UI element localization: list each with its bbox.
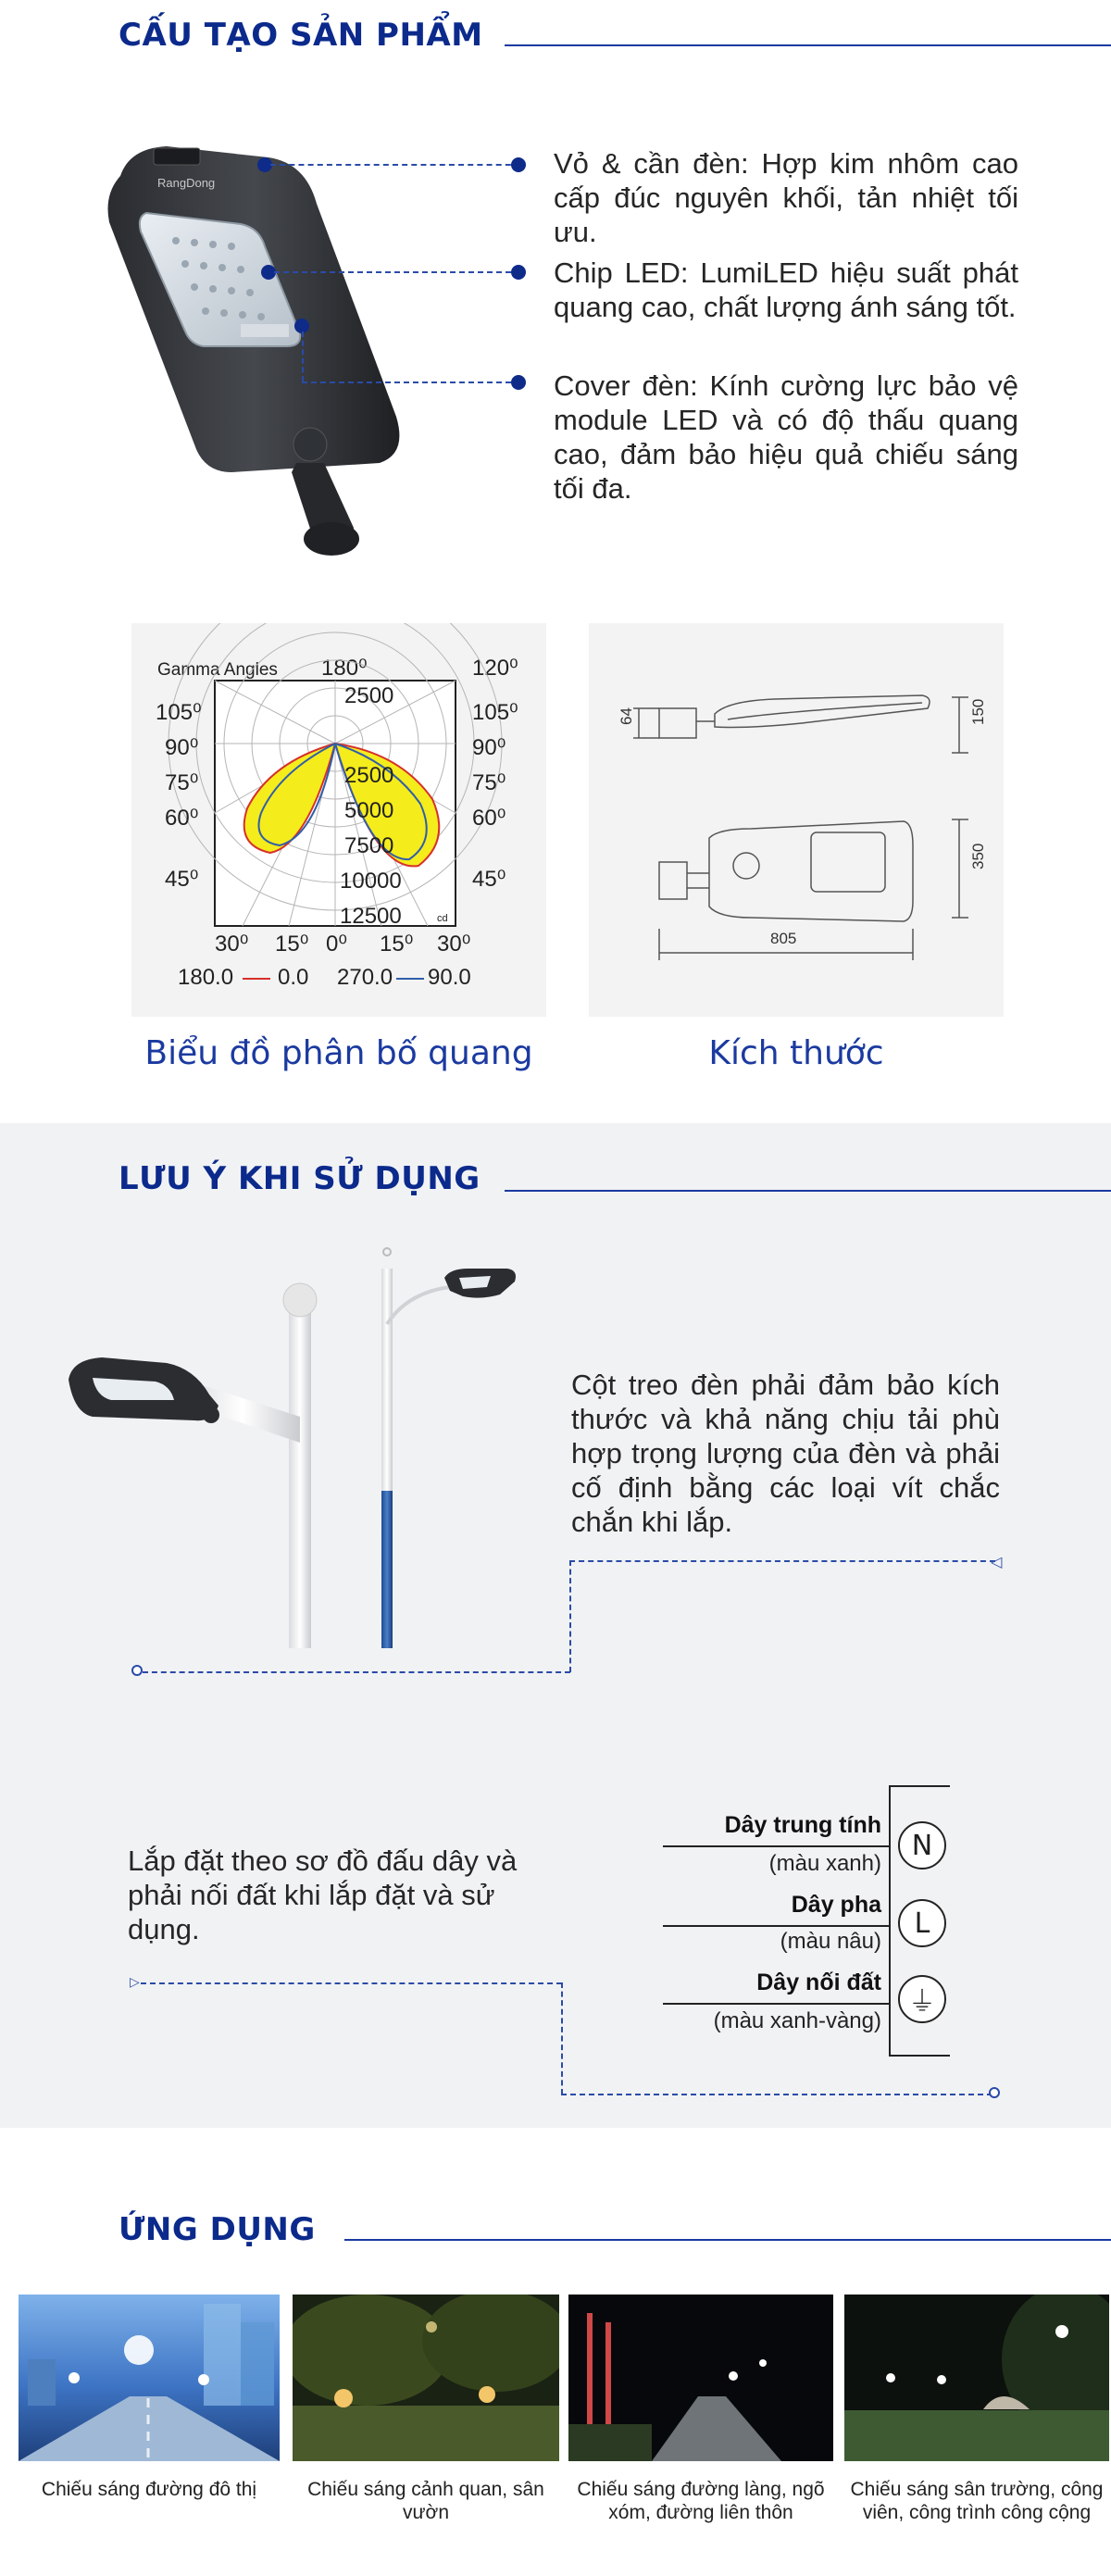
app-caption-village-road: Chiếu sáng đường làng, ngõ xóm, đường liên thôn [577, 2479, 825, 2523]
terminal-top-line [889, 1785, 950, 1787]
ground-symbol-icon: ⏚ [898, 1975, 946, 2023]
right-angle-90: 90⁰ [472, 735, 506, 760]
left-angle-45: 45⁰ [165, 867, 199, 892]
phase-symbol-icon: L [898, 1899, 946, 1947]
dim-150: 150 [969, 698, 987, 725]
polar-unit: cd [437, 913, 448, 924]
connector1-vertical [569, 1560, 571, 1672]
connector1-arrow-icon: ◁ [991, 1555, 1003, 1570]
bottom-angle-30-right: 30⁰ [437, 932, 471, 957]
legend-right-b: 90.0 [428, 965, 471, 990]
terminal-bar [889, 1785, 891, 2057]
callout-line-cover-v [302, 331, 304, 381]
ring-label-1: 2500 [344, 683, 394, 708]
applications-title: ỨNG DỤNG [119, 2211, 316, 2248]
legend-left-a: 180.0 [178, 965, 234, 990]
bottom-angle-0: 0⁰ [326, 932, 347, 957]
app-caption-school-park: Chiếu sáng sân trường, công viên, công trình công cộng [850, 2479, 1104, 2523]
wire-neutral-label: Dây trung tính [724, 1812, 881, 1838]
dimension-caption: Kích thước [708, 1034, 884, 1072]
right-angle-60: 60⁰ [472, 806, 506, 831]
ring-label-2: 2500 [344, 763, 394, 788]
left-angle-90: 90⁰ [165, 735, 199, 760]
left-angle-105: 105⁰ [156, 700, 202, 725]
applications-title-rule [344, 2239, 1111, 2241]
feature-cover: Cover đèn: Kính cường lực bảo vệ module LED và có độ thấu quang cao, đảm bảo hiệu quả chiếu sáng tối đa. [554, 369, 1018, 505]
terminal-bottom-line [889, 2055, 950, 2057]
ring-label-6: 12500 [340, 904, 402, 929]
polar-caption: Biểu đồ phân bố quang [144, 1034, 533, 1072]
wire-ground-line [663, 2003, 891, 2005]
connector2-top [141, 1982, 562, 1984]
connector2-bottom [561, 2094, 992, 2095]
note-wiring: Lắp đặt theo sơ đồ đấu dây và phải nối đất khi lắp đặt và sử dụng. [128, 1844, 518, 1945]
title-rule [505, 44, 1111, 46]
bottom-angle-15-right: 15⁰ [380, 932, 414, 957]
lamp-pole-illustration [56, 1241, 537, 1648]
notes-title-rule [505, 1190, 1111, 1192]
ring-label-4: 7500 [344, 833, 394, 858]
connector2-arrow-icon: ▷ [130, 1974, 140, 1989]
ring-label-5: 10000 [340, 869, 402, 894]
callout-dot-chip-end [511, 265, 526, 280]
street-lamp-image [102, 139, 417, 565]
structure-title: CẤU TẠO SẢN PHẨM [119, 17, 483, 54]
dim-805: 805 [770, 930, 797, 947]
feature-led-chip: Chip LED: LumiLED hiệu suất phát quang cao, chất lượng ánh sáng tốt. [554, 256, 1018, 323]
polar-diagram [131, 623, 546, 1017]
legend-left-b: 0.0 [278, 965, 309, 990]
ring-label-3: 5000 [344, 798, 394, 823]
connector2-end [989, 2087, 1000, 2098]
callout-line-chip [274, 271, 520, 273]
neutral-symbol-icon: N [898, 1821, 946, 1869]
feature-housing: Vỏ & cần đèn: Hợp kim nhôm cao cấp đúc nguyên khối, tản nhiệt tối ưu. [554, 147, 1018, 248]
wire-phase-label: Dây pha [791, 1892, 881, 1918]
polar-diagram-panel [131, 623, 546, 1017]
wiring-diagram [648, 1782, 981, 2060]
connector1-top [569, 1560, 995, 1562]
polar-top-right-angle: 120⁰ [472, 656, 518, 681]
bottom-angle-15-left: 15⁰ [275, 932, 309, 957]
callout-dot-cover-end [511, 375, 526, 390]
notes-title: LƯU Ý KHI SỬ DỤNG [119, 1160, 481, 1197]
right-angle-45: 45⁰ [472, 867, 506, 892]
app-photo-village-road [568, 2295, 833, 2461]
app-caption-urban-road: Chiếu sáng đường đô thị [41, 2479, 257, 2500]
dim-64: 64 [618, 707, 635, 725]
callout-dot-housing-end [511, 157, 526, 172]
connector1-bottom [143, 1671, 570, 1673]
connector1-start [131, 1665, 143, 1676]
bottom-angle-30-left: 30⁰ [215, 932, 249, 957]
app-photo-urban-road [19, 2295, 280, 2461]
brand-mark: RangDong [157, 176, 216, 190]
right-angle-105: 105⁰ [472, 700, 518, 725]
wire-phase-color: (màu nâu) [780, 1929, 881, 1954]
app-photo-landscape-garden [293, 2295, 559, 2461]
right-angle-75: 75⁰ [472, 770, 506, 795]
connector2-vertical [561, 1982, 563, 2095]
polar-top-angle: 180⁰ [321, 656, 368, 681]
dimension-drawing [589, 623, 1004, 1017]
dimension-panel [589, 623, 1004, 1017]
app-caption-landscape-garden: Chiếu sáng cảnh quan, sân vườn [307, 2479, 544, 2523]
wire-phase-line [663, 1925, 891, 1927]
polar-title: Gamma Angles [157, 660, 278, 680]
legend-right-a: 270.0 [337, 965, 393, 990]
dim-350: 350 [969, 843, 987, 869]
callout-line-housing [270, 164, 520, 166]
callout-line-cover [302, 381, 520, 383]
wire-ground-label: Dây nối đất [756, 1970, 881, 1995]
wire-neutral-line [663, 1845, 891, 1847]
wire-neutral-color: (màu xanh) [768, 1851, 881, 1876]
app-photo-school-park [844, 2295, 1109, 2461]
wire-ground-color: (màu xanh-vàng) [713, 2008, 881, 2033]
note-pole-requirement: Cột treo đèn phải đảm bảo kích thước và khả năng chịu tải phù hợp trọng lượng của đèn và phải cố định bằng các loại vít chắc chắn khi lắp. [571, 1369, 1000, 1538]
left-angle-60: 60⁰ [165, 806, 199, 831]
left-angle-75: 75⁰ [165, 770, 199, 795]
